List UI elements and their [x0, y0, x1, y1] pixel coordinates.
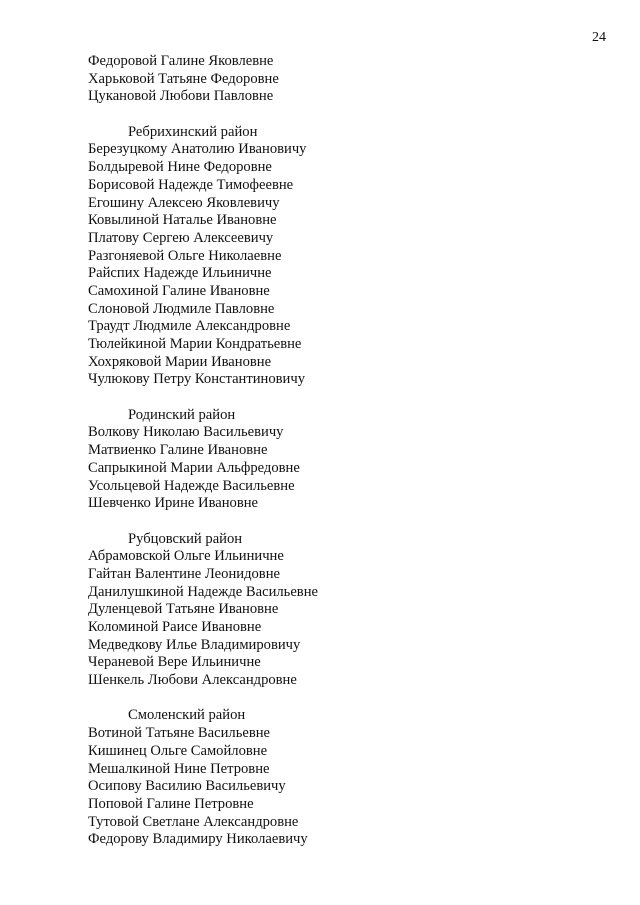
district-section	[88, 707, 608, 849]
name-line: Тюлейкиной Марии Кондратьевне	[88, 336, 302, 352]
district-title: Ребрихинский район	[128, 123, 258, 140]
name-line: Чулюкову Петру Константиновичу	[88, 371, 305, 388]
name-line: Федоровой Галине Яковлевне	[88, 53, 274, 69]
name-line: Волкову Николаю Васильевичу	[88, 424, 284, 441]
name-line: Гайтан Валентине Леонидовне	[88, 565, 280, 582]
name-line: Сапрыкиной Марии Альфредовне	[88, 459, 300, 476]
name-line: Хохряковой Марии Ивановне	[88, 353, 272, 370]
district-title: Смоленский район	[128, 707, 246, 724]
name-line: Платову Сергею Алексеевичу	[88, 229, 274, 246]
name-line: Дуленцевой Татьяне Ивановне	[88, 601, 279, 618]
name-line: Самохиной Галине Ивановне	[88, 282, 270, 299]
name-line: Слоновой Людмиле Павловне	[88, 300, 275, 317]
name-line: Вотиной Татьяне Васильевне	[88, 725, 271, 742]
name-line: Райспих Надежде Ильиничне	[88, 265, 272, 282]
name-line: Егошину Алексею Яковлевичу	[88, 194, 280, 211]
name-line: Абрамовской Ольге Ильиничне	[88, 548, 284, 565]
name-line: Тутовой Светлане Александровне	[88, 813, 299, 830]
name-line: Усольцевой Надежде Васильевне	[88, 477, 295, 494]
document-body	[88, 53, 608, 849]
name-line: Осипову Василию Васильевичу	[88, 778, 286, 795]
name-line: Траудт Людмиле Александровне	[88, 318, 291, 335]
name-line: Медведкову Илье Владимировичу	[88, 636, 301, 653]
name-line: Мешалкиной Нине Петровне	[88, 760, 270, 777]
name-line: Шевченко Ирине Ивановне	[88, 495, 259, 512]
district-title: Рубцовский район	[128, 530, 243, 547]
name-line: Данилушкиной Надежде Васильевне	[88, 583, 318, 600]
name-line: Ковылиной Наталье Ивановне	[88, 212, 277, 229]
name-line: Коломиной Раисе Ивановне	[88, 619, 262, 635]
name-line: Шенкель Любови Александровне	[88, 672, 297, 689]
page-number: 24	[592, 30, 606, 45]
name-line: Цукановой Любови Павловне	[88, 88, 274, 105]
district-section	[88, 407, 608, 513]
name-line: Болдыревой Нине Федоровне	[88, 159, 272, 176]
district-title: Родинский район	[128, 406, 236, 423]
district-sections	[88, 124, 608, 849]
name-line: Чераневой Вере Ильиничне	[88, 654, 261, 671]
name-line: Кишинец Ольге Самойловне	[88, 742, 268, 759]
name-line: Разгоняевой Ольге Николаевне	[88, 247, 282, 264]
name-line: Березуцкому Анатолию Ивановичу	[88, 141, 307, 158]
intro-name-list	[88, 53, 608, 106]
name-line: Харьковой Татьяне Федоровне	[88, 70, 279, 87]
name-line: Поповой Галине Петровне	[88, 795, 254, 812]
name-line: Матвиенко Галине Ивановне	[88, 442, 268, 459]
name-line: Федорову Владимиру Николаевичу	[88, 831, 308, 848]
district-section	[88, 531, 608, 690]
district-section	[88, 124, 608, 389]
name-line: Борисовой Надежде Тимофеевне	[88, 176, 294, 193]
